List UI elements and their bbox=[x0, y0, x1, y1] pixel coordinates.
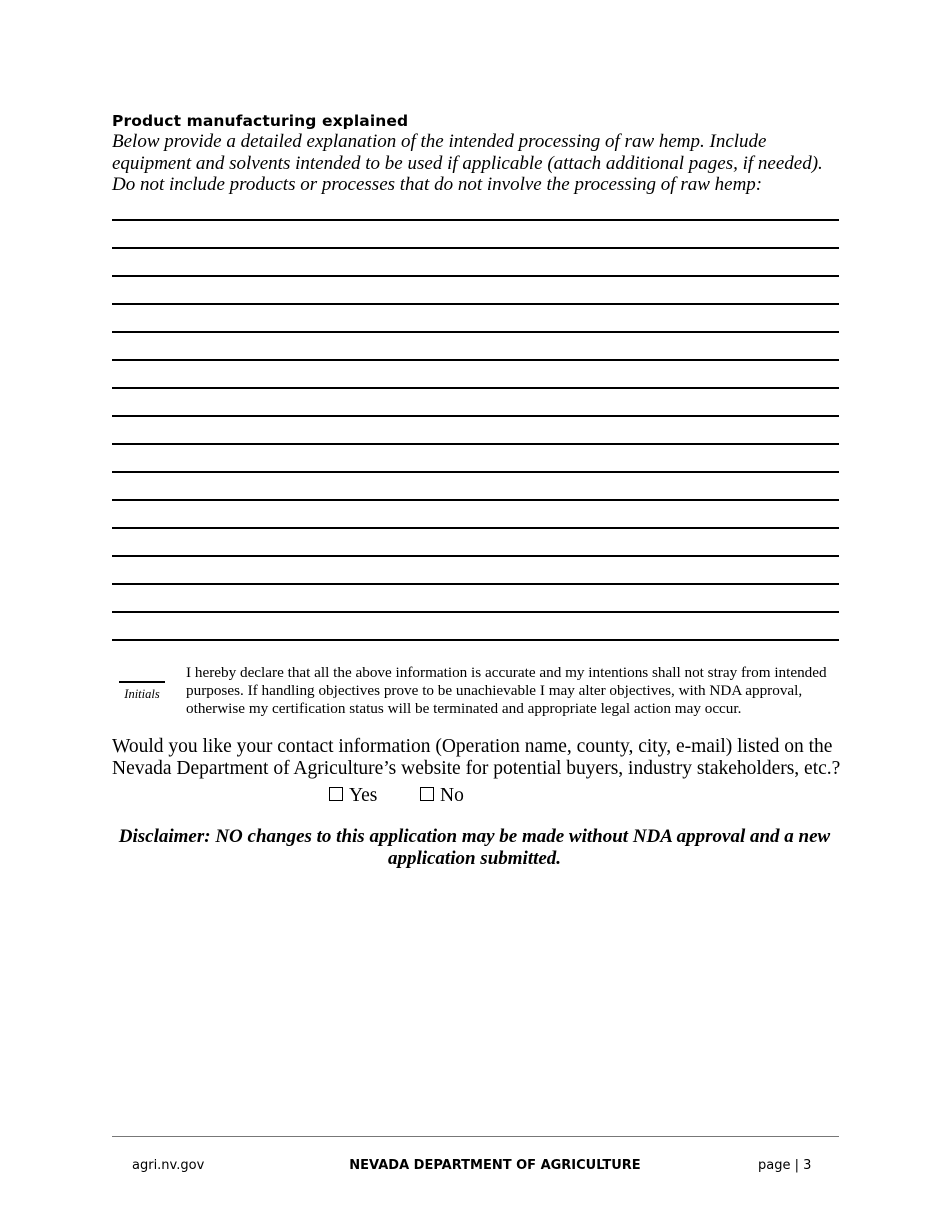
initials-field[interactable] bbox=[117, 669, 167, 702]
answer-lines[interactable] bbox=[112, 219, 839, 641]
answer-line[interactable] bbox=[112, 389, 839, 417]
answer-line[interactable] bbox=[112, 277, 839, 305]
listing-question: Would you like your contact information (Operation name, county, city, e-mail) listed on the Nevada Department of Agriculture’s website for potential buyers, industry stakeholders, etc.? bbox=[112, 736, 841, 779]
answer-line[interactable] bbox=[112, 417, 839, 445]
no-option[interactable] bbox=[420, 785, 464, 807]
answer-line[interactable] bbox=[112, 473, 839, 501]
answer-line[interactable] bbox=[112, 445, 839, 473]
answer-line[interactable] bbox=[112, 529, 839, 557]
initials-label: Initials bbox=[124, 687, 160, 701]
yes-label: Yes bbox=[349, 785, 378, 806]
answer-line[interactable] bbox=[112, 221, 839, 249]
section-instructions: Below provide a detailed explanation of the intended processing of raw hemp. Include equipment and solvents intended to be used if applicable (attach additional pages, if needed). Do not include products or processes that do not involve the processing of raw hemp: bbox=[112, 131, 823, 195]
yes-option[interactable] bbox=[329, 785, 377, 807]
answer-line[interactable] bbox=[112, 333, 839, 361]
disclaimer: Disclaimer: NO changes to this application may be made without NDA approval and a new application submitted. bbox=[118, 826, 831, 869]
answer-line[interactable] bbox=[112, 249, 839, 277]
footer-page-number: page | 3 bbox=[758, 1158, 812, 1173]
no-checkbox[interactable] bbox=[420, 787, 434, 801]
section-title: Product manufacturing explained bbox=[112, 112, 409, 130]
footer-agency: NEVADA DEPARTMENT OF AGRICULTURE bbox=[349, 1158, 641, 1173]
answer-line[interactable] bbox=[112, 557, 839, 585]
answer-line[interactable] bbox=[112, 361, 839, 389]
initials-blank[interactable] bbox=[119, 669, 165, 683]
declaration-text: I hereby declare that all the above information is accurate and my intentions shall not stray from intended purposes. If handling objectives prove to be unachievable I may alter objectives, with NDA approval, otherwise my certification status will be terminated and appropriate legal action may occur. bbox=[186, 664, 827, 717]
answer-line[interactable] bbox=[112, 613, 839, 641]
no-label: No bbox=[440, 785, 464, 806]
footer-website: agri.nv.gov bbox=[132, 1158, 205, 1173]
answer-line[interactable] bbox=[112, 305, 839, 333]
answer-line[interactable] bbox=[112, 585, 839, 613]
footer-divider bbox=[112, 1136, 839, 1137]
yes-checkbox[interactable] bbox=[329, 787, 343, 801]
answer-line[interactable] bbox=[112, 501, 839, 529]
